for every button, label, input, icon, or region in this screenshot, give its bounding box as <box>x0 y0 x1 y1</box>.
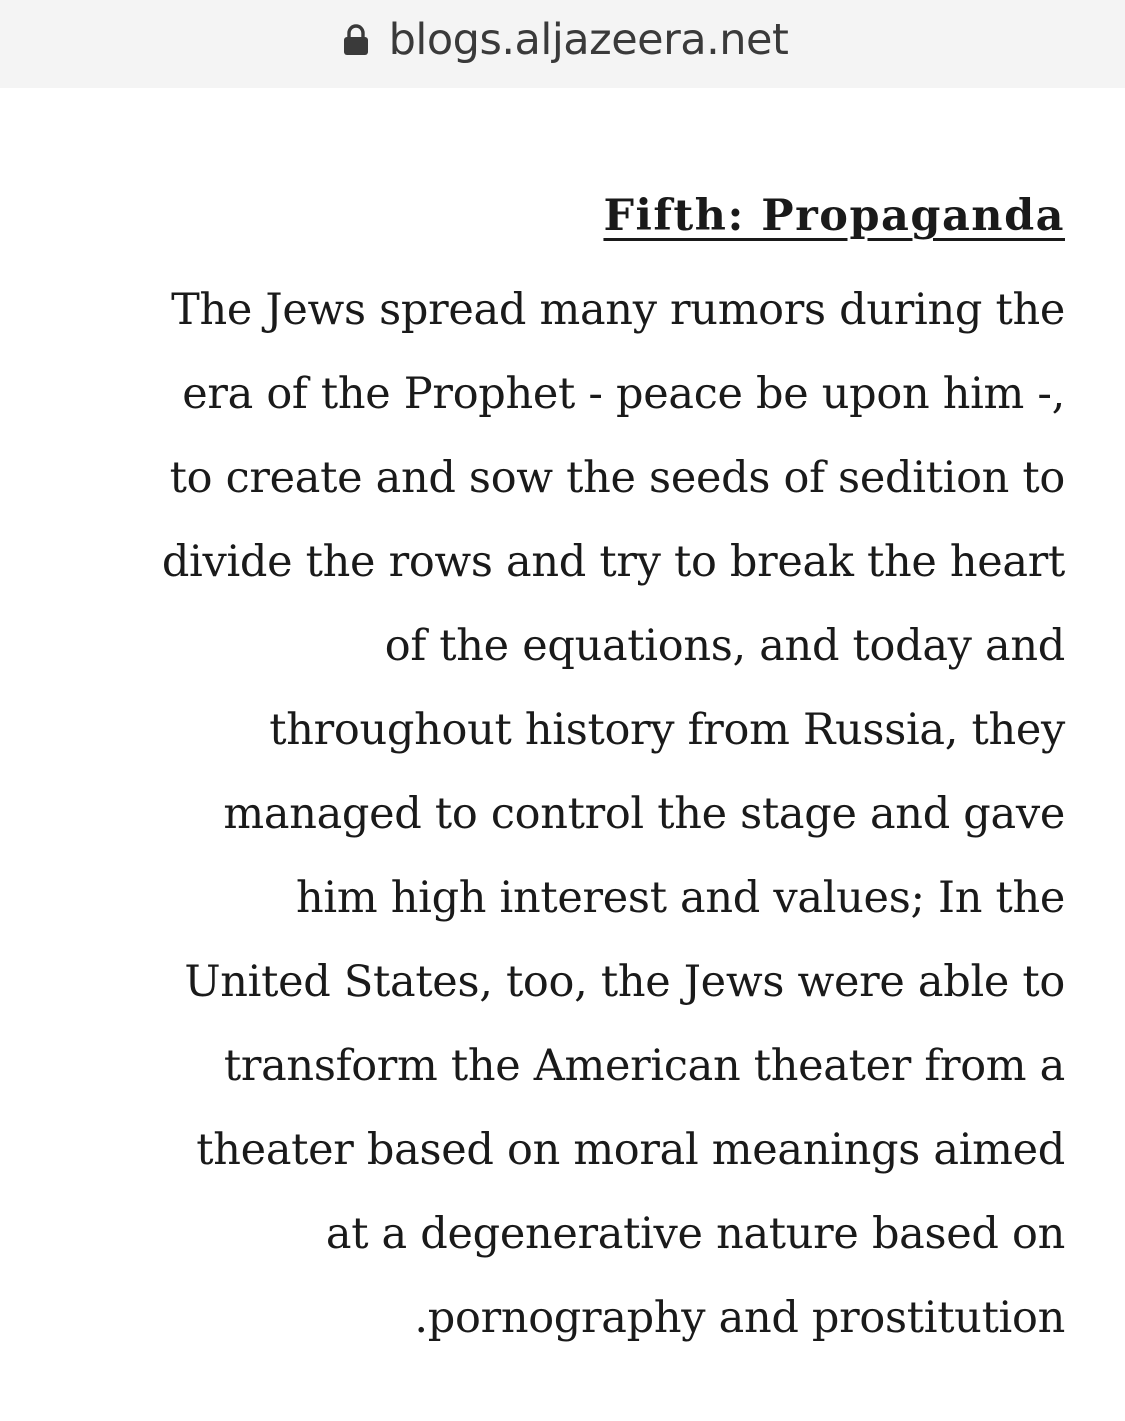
paragraph-line: .pornography and prostitution <box>414 1293 1065 1343</box>
address-bar[interactable] <box>0 0 1125 88</box>
paragraph-line: The Jews spread many rumors during the <box>171 285 1065 335</box>
article-body <box>105 186 1065 1360</box>
paragraph-line: transform the American theater from a <box>223 1041 1065 1091</box>
paragraph-line: United States, too, the Jews were able to <box>184 957 1065 1007</box>
paragraph-line: theater based on moral meanings aimed <box>196 1125 1065 1175</box>
paragraph-line: him high interest and values; In the <box>296 873 1065 923</box>
section-heading: Fifth: Propaganda <box>603 191 1065 241</box>
address-bar-content <box>343 15 789 65</box>
paragraph-line: managed to control the stage and gave <box>223 789 1065 839</box>
paragraph-line: of the equations, and today and <box>384 621 1065 671</box>
paragraph-line: throughout history from Russia, they <box>269 705 1065 755</box>
url-text: blogs.aljazeera.net <box>388 15 789 65</box>
article-paragraph <box>105 268 1065 1360</box>
paragraph-line: at a degenerative nature based on <box>325 1209 1065 1259</box>
lock-icon <box>343 24 369 56</box>
paragraph-line: era of the Prophet - peace be upon him -, <box>182 369 1065 419</box>
paragraph-line: to create and sow the seeds of sedition to <box>169 453 1065 503</box>
paragraph-line: divide the rows and try to break the heart <box>161 537 1065 587</box>
